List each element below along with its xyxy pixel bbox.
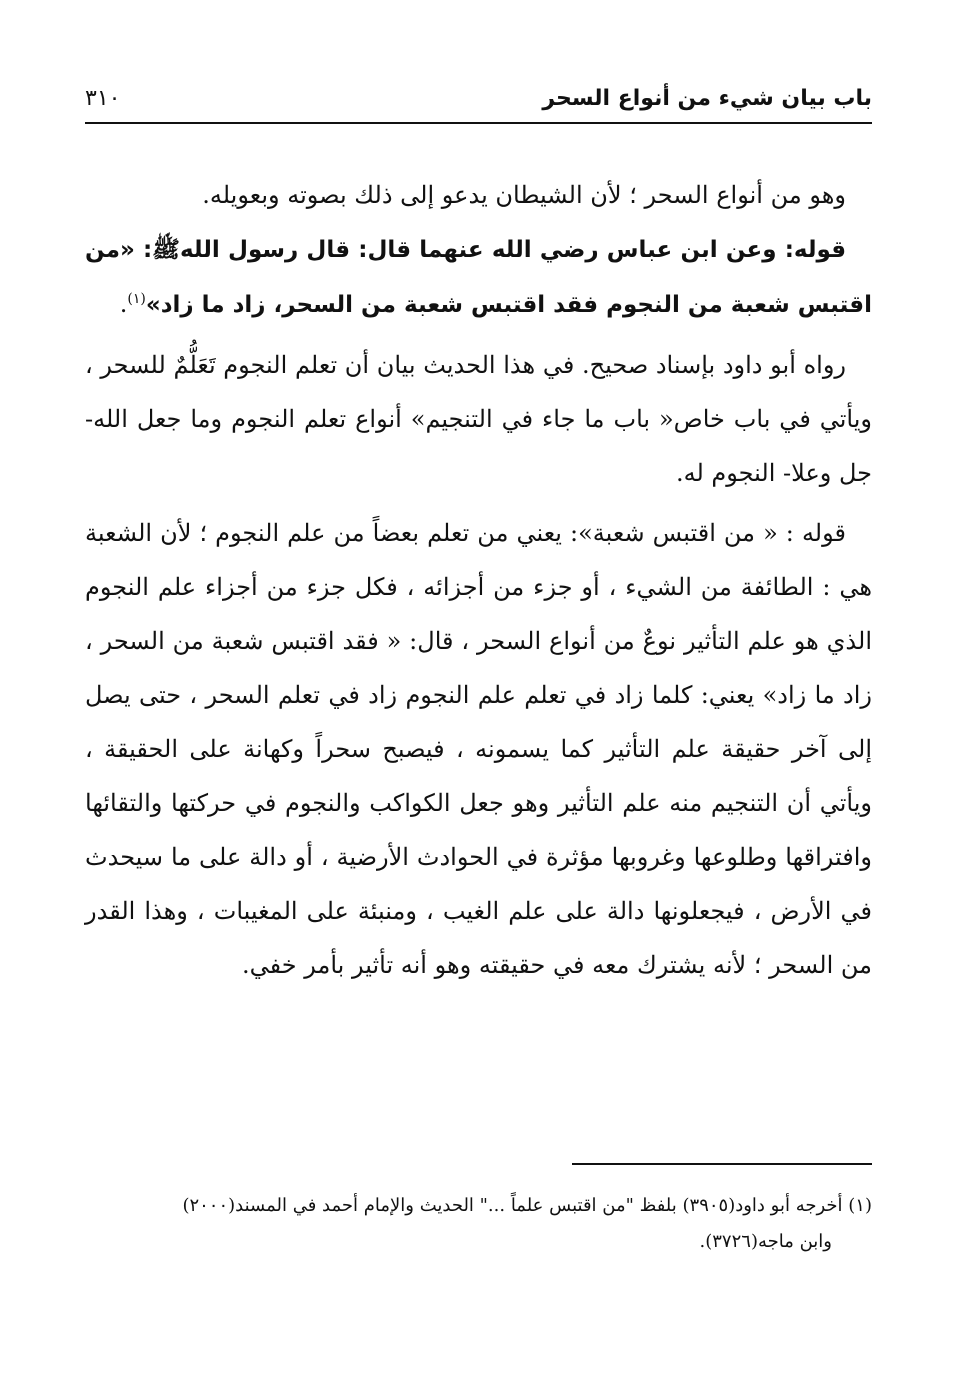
paragraph-2-hadith [85, 222, 872, 332]
footnote-reference: (١) [127, 291, 146, 307]
page-number: ٣١٠ [85, 86, 121, 111]
header-divider [85, 122, 872, 124]
footnote-line-2: وابن ماجه(٣٧٢٦). [699, 1231, 832, 1252]
paragraph-3: رواه أبو داود بإسناد صحيح. في هذا الحديث بيان أن تعلم النجوم تَعَلُّمٌ للسحر ، ويأتي في باب خاص« باب ما جاء في التنجيم» أنواع تعلم النجوم وما جعل الله- جل وعلا- النجوم له. [85, 351, 872, 487]
chapter-title: باب بيان شيء من أنواع السحر [542, 86, 872, 111]
paragraph-1: وهو من أنواع السحر ؛ لأن الشيطان يدعو إلى ذلك بصوته وبعويله. [202, 181, 846, 209]
footnote-line-1: (١) أخرجه أبو داود(٣٩٠٥) بلفظ "من اقتبس علماً ..." الحديث والإمام أحمد في المسند(٢٠٠٠) [182, 1195, 872, 1216]
footnote [85, 1188, 872, 1260]
footnote-divider [572, 1163, 872, 1165]
hadith-end: . [119, 290, 128, 318]
page-header [85, 82, 872, 122]
paragraph-4: قوله : « من اقتبس شعبة»: يعني من تعلم بعضاً من علم النجوم ؛ لأن الشعبة هي : الطائفة من الشيء ، أو جزء من أجزائه ، فكل جزء من أجزاء علم النجوم الذي هو علم التأثير نوعٌ من أنواع السحر ، قال: « فقد اقتبس شعبة من السحر ، زاد ما زاد» يعني: كلما زاد في تعلم علم النجوم زاد في تعلم السحر ، حتى يصل إلى آخر حقيقة علم التأثير كما يسمونه ، فيصبح سحراً وكهانة على الحقيقة ، ويأتي أن التنجيم منه علم التأثير وهو جعل الكواكب والنجوم في حركتها والتقائها وافتراقها وطلوعها وغروبها مؤثرة في الحوادث الأرضية ، أو دالة على ما سيحدث في الأرض ، فيجعلونها دالة على علم الغيب ، ومنبئة على المغيبات ، وهذا القدر من السحر ؛ لأنه يشترك معه في حقيقته وهو أنه تأثير بأمر خفي. [85, 519, 872, 979]
hadith-text: قوله: وعن ابن عباس رضي الله عنهما قال: قال رسول اللهﷺ: «من اقتبس شعبة من النجوم فقد اقتبس شعبة من السحر، زاد ما زاد» [85, 237, 872, 318]
main-text [85, 168, 872, 992]
